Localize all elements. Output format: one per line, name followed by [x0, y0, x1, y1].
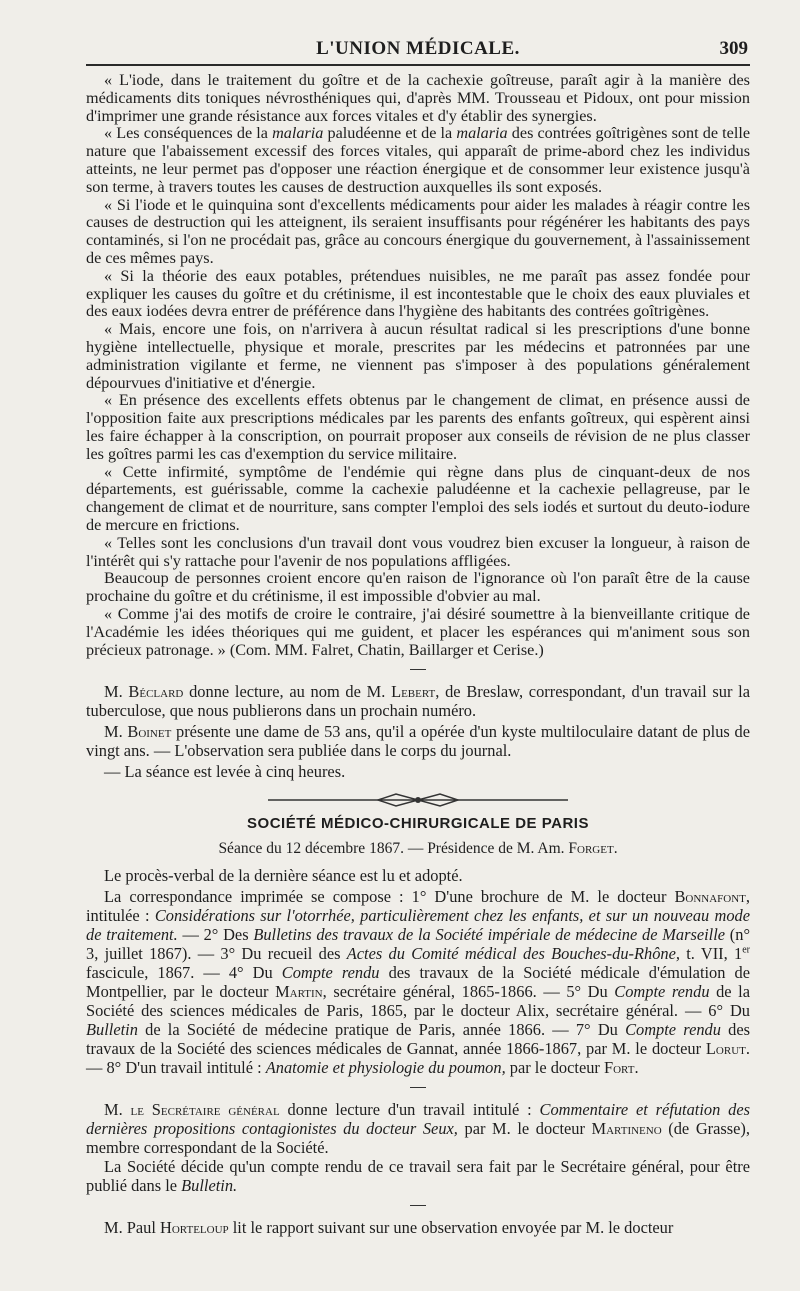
paragraph-horteloup: M. Paul Horteloup lit le rapport suivant sur une observation envoyée par M. le docteur	[104, 1218, 674, 1238]
running-head	[86, 28, 750, 66]
paragraph-conclusions: « Telles sont les conclusions d'un travail dont vous voudrez bien excuser la longueur, à raison de l'intérêt qui s'y rattache pour l'avenir de nos populations affligées.	[86, 533, 750, 570]
paragraph-hygiene: « Mais, encore une fois, on n'arrivera à aucun résultat radical si les prescriptions d'une bonne hygiène intellectuelle, physique et morale, prescrites par les médecins et patronnées par une administration vigilante et ferme, ne viennent pas s'imposer à des populations généralement dépourvues d'initiative et d'énergie.	[86, 320, 750, 392]
ornament-divider	[268, 791, 568, 809]
page-number: 309	[719, 38, 748, 59]
term-malaria: malaria	[272, 124, 324, 143]
society-title: SOCIÉTÉ MÉDICO-CHIRURGICALE DE PARIS	[247, 815, 589, 833]
name-beclard: Béclard	[128, 682, 184, 702]
separator-rule	[410, 1087, 426, 1088]
session-line: Séance du 12 décembre 1867. — Présidence de M. Am. Forget.	[218, 840, 618, 858]
separator-rule	[410, 1205, 426, 1206]
session-notes	[86, 682, 750, 781]
paragraph-beclard: M. Béclard donne lecture, au nom de M. Lebert, de Breslaw, correspondant, d'un travail sur la tuberculose, que nous publierons dans un prochain numéro.	[86, 682, 750, 721]
paragraph-patronage: « Comme j'ai des motifs de croire le contraire, j'ai désiré soumettre à la bienveillante critique de l'Académie les idées théoriques qui me guident, et placer les espérances qui m'animent sous son précieux patronage. » (Com. MM. Falret, Chatin, Baillarger et Cerise.)	[86, 604, 750, 659]
name-forget: Forget	[568, 840, 614, 858]
running-title: L'UNION MÉDICALE.	[316, 38, 520, 59]
separator-rule	[410, 669, 426, 670]
paragraph-minutes: Le procès-verbal de la dernière séance est lu et adopté.	[104, 866, 463, 886]
paragraph-boinet: M. Boinet présente une dame de 53 ans, qu'il a opérée d'un kyste multiloculaire datant de plus de vingt ans. — L'observation sera publiée dans le corps du journal.	[86, 722, 750, 761]
paragraph-quinquina: « Si l'iode et le quinquina sont d'excellents médicaments pour aider les malades à réagir contre les causes de destruction qui les atteignent, ils seraient insuffisants pour régénérer les habitants des pays contaminés, si l'on ne procédait pas, grâce au concours énergique du gouvernement, à l'assainissement de ces mêmes pays.	[86, 195, 750, 267]
paragraph-closing: — La séance est levée à cinq heures.	[104, 762, 346, 782]
paragraph-correspondance: La correspondance imprimée se compose : 1° D'une brochure de M. le docteur Bonnafont, intitulée : Considérations sur l'otorrhée, particulièrement chez les enfants, et sur un nouveau mode de traitement. — 2° Des Bulletins des travaux de la Société impériale de médecine de Marseille (n° 3, juillet 1867). — 3° Du recueil des Actes du Comité médical des Bouches-du-Rhône, t. VII, 1er fascicule, 1867. — 4° Du Compte rendu des travaux de la Société médicale d'émulation de Montpellier, par le docteur Martin, secrétaire général, 1865-1866. — 5° Du Compte rendu de la Société des sciences médicales de Paris, 1865, par le docteur Alix, secrétaire général. — 6° Du Bulletin de la Société de médecine pratique de Paris, année 1866. — 7° Du Compte rendu des travaux de la Société des sciences médicales de Gannat, année 1866-1867, par M. le docteur Lorut. — 8° D'un travail intitulé : Anatomie et physiologie du poumon, par le docteur Fort.	[86, 887, 751, 1078]
paragraph-iode: « L'iode, dans le traitement du goître et de la cachexie goîtreuse, paraît agir à la manière des médicaments dits toniques névrosthéniques qui, d'après MM. Trousseau et Pidoux, ont pour mission d'imprimer une grande résistance aux forces vitales et d'y établir des synergies.	[86, 71, 750, 125]
page-content	[86, 28, 750, 1237]
paragraph-secretaire: M. le Secrétaire général donne lecture d'un travail intitulé : Commentaire et réfutation des dernières propositions contagionistes du docteur Seux, par M. le docteur Martineno (de Grasse), membre correspondant de la Société.	[86, 1100, 750, 1158]
paragraph-ignorance: Beaucoup de personnes croient encore qu'en raison de l'ignorance où l'on paraît être de la cause prochaine du goître et du crétinisme, il est impossible d'obvier au mal.	[86, 569, 750, 606]
name-lebert: Lebert	[391, 682, 436, 702]
quoted-memoir	[86, 72, 750, 659]
name-boinet: Boinet	[127, 722, 172, 742]
term-malaria: malaria	[456, 124, 508, 143]
paragraph-eaux-potables: « Si la théorie des eaux potables, prétendues nuisibles, ne me paraît pas assez fondée pour expliquer les causes du goître et du crétinisme, il est incontestable que le choix des eaux pluviales et des eaux iodées devra entrer de préférence dans l'hygiène des habitants des contrées goîtrigènes.	[86, 266, 750, 321]
paragraph-climat: « En présence des excellents effets obtenus par le changement de climat, en présence aussi de l'opposition faite aux prescriptions médicales par les parents des enfants goîtreux, qui espèrent ainsi les faire échapper à la conscription, on pourrait proposer aux conseils de révision de ne plus classer les goîtres parmi les cas d'exemption du service militaire.	[86, 391, 750, 463]
paragraph-malaria: « Les conséquences de la malaria paludéenne et de la malaria des contrées goîtrigènes sont de telle nature que l'abaissement excessif des forces vitales, qui apparaît de prime-abord chez les individus atteints, ne leur permet pas d'opposer une réaction énergique et de consommer leur existence jusqu'à son terme, à travers toutes les causes de destruction auxquelles ils sont exposés.	[86, 124, 751, 196]
paragraph-decision: La Société décide qu'un compte rendu de ce travail sera fait par le Secrétaire général, pour être publié dans le Bulletin.	[86, 1157, 750, 1196]
society-proceedings	[86, 866, 750, 1237]
paragraph-infirmite: « Cette infirmité, symptôme de l'endémie qui règne dans plus de cinquant-deux de nos départements, est guérissable, comme la cachexie paludéenne et la cachexie pellagreuse, par le changement de climat et de nourriture, sans compter l'emploi des sels iodés et surtout du deuto-iodure de mercure en frictions.	[86, 462, 750, 534]
